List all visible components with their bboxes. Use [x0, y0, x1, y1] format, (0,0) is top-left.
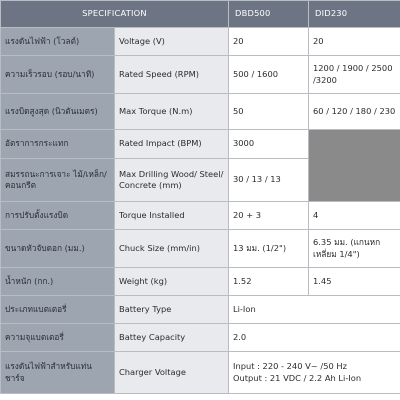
- shared-value: Li-Ion: [229, 296, 400, 324]
- thai-label: ความจุแบตเตอรี่: [1, 324, 115, 352]
- thai-label: แรงดันไฟฟ้า (โวลต์): [1, 28, 115, 56]
- model-a-value: 500 / 1600: [229, 56, 309, 94]
- english-label: Chuck Size (mm/in): [115, 230, 229, 268]
- thai-label: แรงดันไฟฟ้าสำหรับแท่นชาร์จ: [1, 352, 115, 394]
- model-a-value: 20: [229, 28, 309, 56]
- model-a-value: 30 / 13 / 13: [229, 159, 309, 202]
- model-a-value: 50: [229, 94, 309, 130]
- english-label: Battery Type: [115, 296, 229, 324]
- table-row: [1, 56, 400, 94]
- model-b-value: 6.35 มม. (แกนหกเหลี่ยม 1/4"): [309, 230, 400, 268]
- thai-label: น้ำหนัก (กก.): [1, 268, 115, 296]
- english-label: Charger Voltage: [115, 352, 229, 394]
- english-label: Torque Installed: [115, 202, 229, 230]
- shared-value: [229, 352, 400, 394]
- model-a-value: 20 + 3: [229, 202, 309, 230]
- model-a-value: 13 มม. (1/2"): [229, 230, 309, 268]
- not-applicable-cell: [309, 130, 400, 202]
- thai-label: ประเภทแบตเตอรี่: [1, 296, 115, 324]
- thai-label: ความเร็วรอบ (รอบ/นาที): [1, 56, 115, 94]
- table-row: [1, 230, 400, 268]
- table-row: [1, 94, 400, 130]
- charger-input-line: Input : 220 - 240 V~ /50 Hz: [233, 361, 347, 372]
- shared-value: 2.0: [229, 324, 400, 352]
- model-b-header: DID230: [309, 1, 400, 28]
- table-row: [1, 296, 400, 324]
- thai-label: อัตราการกระแทก: [1, 130, 115, 159]
- table-row: [1, 202, 400, 230]
- model-a-value: 3000: [229, 130, 309, 159]
- english-label: Battey Capacity: [115, 324, 229, 352]
- model-a-value: 1.52: [229, 268, 309, 296]
- model-b-value: 20: [309, 28, 400, 56]
- model-a-header: DBD500: [229, 1, 309, 28]
- model-b-value: 1.45: [309, 268, 400, 296]
- charger-output-line: Output : 21 VDC / 2.2 Ah Li-Ion: [233, 372, 362, 383]
- english-label: Max Drilling Wood/ Steel/ Concrete (mm): [115, 159, 229, 202]
- thai-label: การปรับตั้งแรงบิด: [1, 202, 115, 230]
- english-label: Max Torque (N.m): [115, 94, 229, 130]
- thai-label: สมรรถนะการเจาะ ไม้/เหล็ก/คอนกรีต: [1, 159, 115, 202]
- thai-label: ขนาดหัวจับดอก (มม.): [1, 230, 115, 268]
- model-b-value: 60 / 120 / 180 / 230: [309, 94, 400, 130]
- english-label: Rated Speed (RPM): [115, 56, 229, 94]
- model-b-value: 1200 / 1900 / 2500 /3200: [309, 56, 400, 94]
- model-b-value: 4: [309, 202, 400, 230]
- english-label: Voltage (V): [115, 28, 229, 56]
- table-header-row: [1, 1, 400, 28]
- table-row: [1, 28, 400, 56]
- table-row: [1, 324, 400, 352]
- english-label: Rated Impact (BPM): [115, 130, 229, 159]
- table-row: [1, 268, 400, 296]
- thai-label: แรงบิดสูงสุด (นิวตันเมตร): [1, 94, 115, 130]
- table-row: [1, 352, 400, 394]
- table-row: [1, 130, 400, 159]
- english-label: Weight (kg): [115, 268, 229, 296]
- specification-header: SPECIFICATION: [1, 1, 229, 28]
